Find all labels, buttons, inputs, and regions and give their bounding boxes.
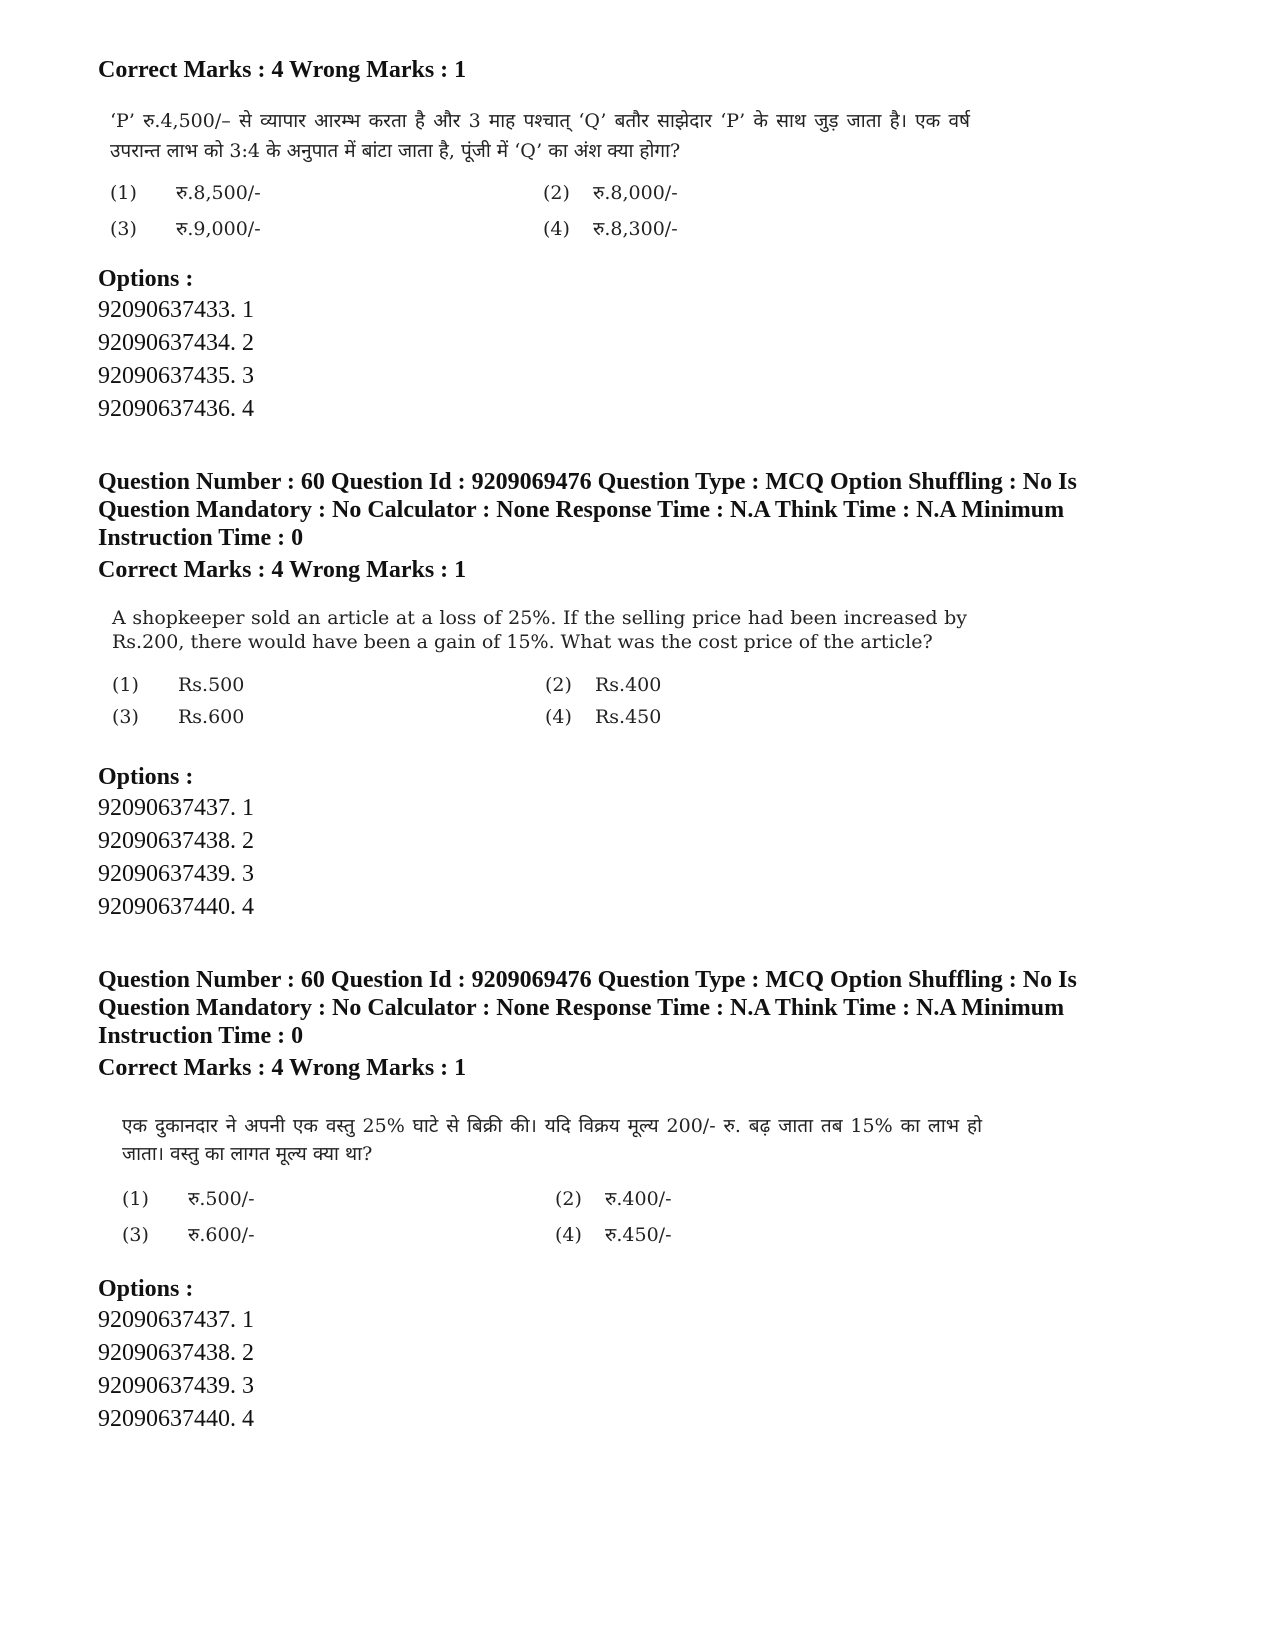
question-image <box>122 1112 1178 1250</box>
question-header <box>98 966 1178 1050</box>
option-id: 92090637433. 1 <box>98 297 254 323</box>
document-page <box>98 56 1178 1436</box>
question-header-line: Question Mandatory : No Calculator : None Response Time : N.A Think Time : N.A Minimum <box>98 497 1065 523</box>
question-text: A shopkeeper sold an article at a loss of 25%. If the selling price had been increased by Rs.200, there would have been a gain of 15%. What was the cost price of the article? <box>112 607 967 653</box>
choice-item <box>545 670 845 700</box>
choice-item <box>555 1220 855 1250</box>
choice-item <box>543 178 843 208</box>
choice-number: (1) <box>112 674 139 696</box>
option-id: 92090637436. 4 <box>98 396 254 422</box>
question-image <box>112 606 1178 732</box>
marks-line: Correct Marks : 4 Wrong Marks : 1 <box>98 1055 467 1081</box>
choice-text: रु.9,000/- <box>176 218 261 240</box>
question-block-2 <box>98 468 1178 924</box>
option-id: 92090637437. 1 <box>98 1307 254 1333</box>
option-id: 92090637439. 3 <box>98 1373 254 1399</box>
question-image <box>110 106 1178 244</box>
question-header-line: Question Number : 60 Question Id : 9209069476 Question Type : MCQ Option Shuffling : No Is <box>98 967 1077 993</box>
options-heading: Options : <box>98 266 194 292</box>
question-text: एक दुकानदार ने अपनी एक वस्तु 25% घाटे से बिक्री की। यदि विक्रय मूल्य 200/- रु. बढ़ जाता तब 15% का लाभ हो जाता। वस्तु का लागत मूल्य क्या था? <box>122 1115 982 1165</box>
choice-number: (1) <box>110 182 137 204</box>
marks-line: Correct Marks : 4 Wrong Marks : 1 <box>98 557 467 583</box>
question-text: ‘P’ रु.4,500/– से व्यापार आरम्भ करता है और 3 माह पश्चात् ‘Q’ बतौर साझेदार ‘P’ के साथ जुड़ जाता है। एक वर्ष उपरान्त लाभ को 3:4 के अनुपात में बांटा जाता है, पूंजी में ‘Q’ का अंश क्या होगा? <box>110 110 970 162</box>
choice-item <box>110 178 543 208</box>
choice-text: रु.500/- <box>188 1188 255 1210</box>
choice-item <box>122 1184 555 1214</box>
choice-grid <box>110 178 1178 244</box>
choice-number: (2) <box>543 182 570 204</box>
choice-item <box>112 670 545 700</box>
question-header-line: Instruction Time : 0 <box>98 1023 304 1049</box>
choice-number: (1) <box>122 1188 149 1210</box>
choice-number: (2) <box>545 674 572 696</box>
choice-item <box>112 702 545 732</box>
choice-number: (3) <box>112 706 139 728</box>
choice-number: (3) <box>122 1224 149 1246</box>
question-header <box>98 468 1178 552</box>
choice-number: (3) <box>110 218 137 240</box>
choice-text: रु.8,300/- <box>593 218 678 240</box>
question-header-line: Question Number : 60 Question Id : 9209069476 Question Type : MCQ Option Shuffling : No Is <box>98 469 1077 495</box>
choice-text: Rs.500 <box>178 674 245 696</box>
option-id: 92090637438. 2 <box>98 1340 254 1366</box>
option-id: 92090637440. 4 <box>98 894 254 920</box>
choice-text: Rs.600 <box>178 706 245 728</box>
options-list <box>98 792 1178 924</box>
choice-item <box>543 214 843 244</box>
question-block-1 <box>98 56 1178 426</box>
choice-item <box>122 1220 555 1250</box>
choice-text: रु.450/- <box>605 1224 672 1246</box>
choice-text: रु.600/- <box>188 1224 255 1246</box>
choice-text: रु.8,500/- <box>176 182 261 204</box>
choice-number: (4) <box>543 218 570 240</box>
option-id: 92090637438. 2 <box>98 828 254 854</box>
option-id: 92090637439. 3 <box>98 861 254 887</box>
option-id: 92090637435. 3 <box>98 363 254 389</box>
choice-grid <box>112 670 1178 732</box>
choice-text: रु.8,000/- <box>593 182 678 204</box>
choice-number: (2) <box>555 1188 582 1210</box>
question-header-line: Instruction Time : 0 <box>98 525 304 551</box>
choice-number: (4) <box>545 706 572 728</box>
choice-grid <box>122 1184 1178 1250</box>
choice-item <box>545 702 845 732</box>
options-list <box>98 1304 1178 1436</box>
choice-item <box>555 1184 855 1214</box>
options-list <box>98 294 1178 426</box>
options-heading: Options : <box>98 1276 194 1302</box>
option-id: 92090637434. 2 <box>98 330 254 356</box>
question-header-line: Question Mandatory : No Calculator : None Response Time : N.A Think Time : N.A Minimum <box>98 995 1065 1021</box>
marks-line: Correct Marks : 4 Wrong Marks : 1 <box>98 57 467 83</box>
choice-text: Rs.400 <box>595 674 662 696</box>
choice-number: (4) <box>555 1224 582 1246</box>
question-block-3 <box>98 966 1178 1436</box>
choice-text: Rs.450 <box>595 706 662 728</box>
options-heading: Options : <box>98 764 194 790</box>
choice-item <box>110 214 543 244</box>
option-id: 92090637437. 1 <box>98 795 254 821</box>
choice-text: रु.400/- <box>605 1188 672 1210</box>
option-id: 92090637440. 4 <box>98 1406 254 1432</box>
